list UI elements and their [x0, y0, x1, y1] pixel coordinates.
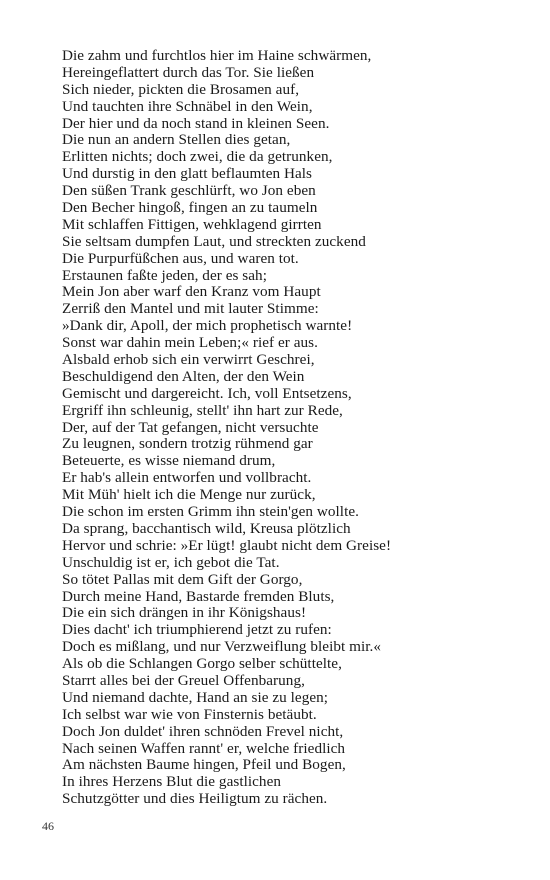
- verse-line: Der, auf der Tat gefangen, nicht versuchte: [62, 418, 319, 436]
- verse-line: Mein Jon aber warf den Kranz vom Haupt: [62, 283, 321, 301]
- verse-line: Die zahm und furchtlos hier im Haine schwärmen,: [62, 47, 372, 64]
- verse-line: Erlitten nichts; doch zwei, die da getrunken,: [62, 148, 333, 166]
- verse-line: Schutzgötter und dies Heiligtum zu rächen.: [62, 790, 328, 808]
- verse-line: Sie seltsam dumpfen Laut, und streckten zuckend: [62, 232, 366, 250]
- verse-line: Erstaunen faßte jeden, der es sah;: [62, 266, 267, 284]
- verse-line: Beteuerte, es wisse niemand drum,: [62, 452, 276, 470]
- verse-line: Mit schlaffen Fittigen, wehklagend girrten: [62, 215, 322, 233]
- verse-line: Hervor und schrie: »Er lügt! glaubt nicht dem Greise!: [62, 536, 392, 554]
- verse-line: Die Purpurfüßchen aus, und waren tot.: [62, 249, 299, 267]
- verse-line: Als ob die Schlangen Gorgo selber schüttelte,: [62, 655, 342, 673]
- verse-line: Dies dacht' ich triumphierend jetzt zu rufen:: [62, 621, 332, 639]
- verse-line: Sich nieder, pickten die Brosamen auf,: [62, 80, 300, 98]
- verse-line: Und tauchten ihre Schnäbel in den Wein,: [62, 97, 313, 115]
- verse-line: Die ein sich drängen in ihr Königshaus!: [62, 604, 307, 622]
- verse-line: Alsbald erhob sich ein verwirrt Geschrei,: [62, 351, 315, 369]
- verse-line: Unschuldig ist er, ich gebot die Tat.: [62, 553, 280, 571]
- verse-line: Am nächsten Baume hingen, Pfeil und Bogen,: [62, 756, 346, 774]
- verse-line: Sonst war dahin mein Leben;« rief er aus.: [62, 334, 318, 352]
- verse-line: Der hier und da noch stand in kleinen Seen.: [62, 114, 330, 132]
- verse-line: Doch es mißlang, und nur Verzweiflung bleibt mir.«: [62, 638, 381, 656]
- verse-line: Zerriß den Mantel und mit lauter Stimme:: [62, 300, 319, 318]
- verse-line: Den süßen Trank geschlürft, wo Jon eben: [62, 182, 316, 200]
- verse-line: Nach seinen Waffen rannt' er, welche friedlich: [62, 739, 346, 757]
- verse-line: Und durstig in den glatt beflaumten Hals: [62, 165, 313, 183]
- verse-line: Und niemand dachte, Hand an sie zu legen;: [62, 688, 329, 706]
- verse-line: »Dank dir, Apoll, der mich prophetisch warnte!: [62, 317, 353, 335]
- verse-line: Die schon im ersten Grimm ihn stein'gen wollte.: [62, 503, 359, 521]
- verse-line: Ich selbst war wie von Finsternis betäubt.: [62, 705, 317, 723]
- verse-block: [62, 48, 522, 808]
- verse-line: Hereingeflattert durch das Tor. Sie ließen: [62, 63, 315, 81]
- page-number: 46: [42, 819, 54, 833]
- verse-line: Ergriff ihn schleunig, stellt' ihn hart zur Rede,: [62, 401, 343, 419]
- verse-line: Starrt alles bei der Greuel Offenbarung,: [62, 671, 305, 689]
- verse-line: In ihres Herzens Blut die gastlichen: [62, 773, 282, 791]
- verse-line: Die nun an andern Stellen dies getan,: [62, 131, 291, 149]
- verse-line: Zu leugnen, sondern trotzig rühmend gar: [62, 435, 313, 453]
- verse-line: Mit Müh' hielt ich die Menge nur zurück,: [62, 486, 316, 504]
- verse-line: Er hab's allein entworfen und vollbracht.: [62, 469, 312, 487]
- verse-line: Gemischt und dargereicht. Ich, voll Entsetzens,: [62, 384, 352, 402]
- verse-line: So tötet Pallas mit dem Gift der Gorgo,: [62, 570, 303, 588]
- verse-line: Doch Jon duldet' ihren schnöden Frevel nicht,: [62, 722, 344, 740]
- verse-line: Beschuldigend den Alten, der den Wein: [62, 367, 305, 385]
- verse-line: Durch meine Hand, Bastarde fremden Bluts,: [62, 587, 335, 605]
- verse-line: Den Becher hingoß, fingen an zu taumeln: [62, 199, 318, 217]
- verse-line: Da sprang, bacchantisch wild, Kreusa plötzlich: [62, 519, 351, 537]
